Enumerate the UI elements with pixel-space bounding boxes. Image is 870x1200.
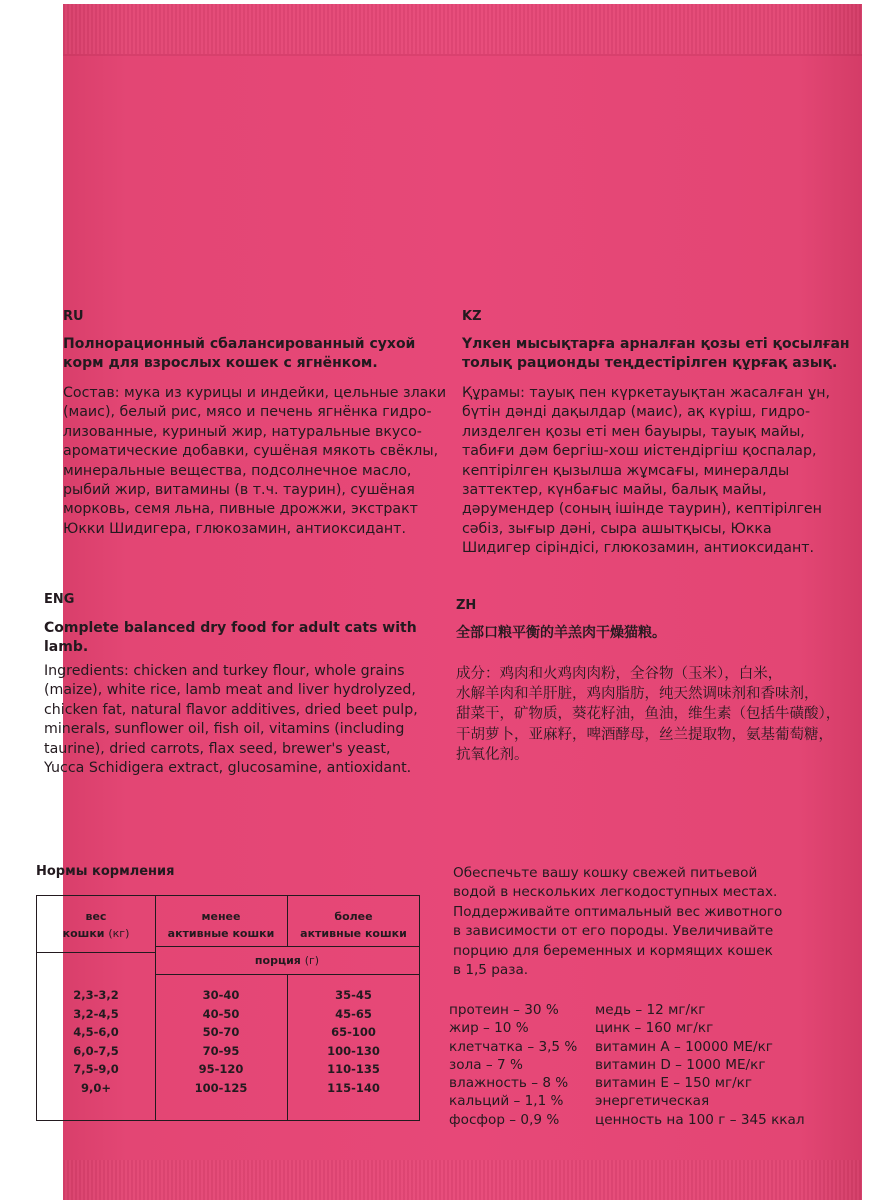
kz-ingredients	[462, 384, 830, 559]
more-active-cell: 100-130	[327, 1043, 380, 1058]
zh-ingredients	[456, 664, 840, 765]
header-weight-word: кошки	[62, 927, 105, 940]
ru-ingredients	[63, 384, 446, 539]
ru-ingredients-line: Состав: мука из курицы и индейки, цельные злаки	[63, 385, 447, 401]
kz-ingredients-line: табиғи дәм бергіш-хош иістендіргіш қоспалар,	[462, 443, 817, 460]
kz-title-line: толық рационды теңдестірілген құрғақ азық.	[462, 355, 838, 371]
weight-cell: 3,2-4,5	[73, 1006, 119, 1021]
less-active-cell: 70-95	[202, 1043, 240, 1058]
zh-lang-label: ZH	[456, 598, 477, 613]
kz-ingredients-line: бүтін дәнді дақылдар (маис), ақ күріш, гидро-	[462, 404, 811, 421]
eng-title-line: lamb.	[44, 639, 89, 655]
weight-cell: 4,5-6,0	[73, 1025, 119, 1039]
zh-ingredients-line: 水解羊肉和羊肝脏，鸡肉脂肪，纯天然调味剂和香味剂，	[456, 686, 819, 703]
weight-cell: 2,3-3,2	[73, 988, 119, 1002]
feeding-table	[36, 895, 420, 1121]
eng-lang-label: ENG	[44, 592, 75, 607]
header-less-active	[155, 908, 287, 942]
zh-ingredients-line: 甜菜干，矿物质，葵花籽油，鱼油，维生素（包括牛磺酸），	[456, 706, 841, 723]
less-active-cell: 30-40	[202, 988, 240, 1002]
water-note-line: водой в нескольких легкодоступных местах.	[453, 884, 778, 901]
water-note	[453, 864, 782, 980]
nutrient-item: жир – 10 %	[449, 1020, 529, 1037]
water-note-line: в 1,5 раза.	[453, 962, 529, 979]
more-active-cell: 65-100	[331, 1025, 376, 1039]
ru-ingredients-line: лизованные, куриный жир, натуральные вкусо-	[63, 423, 422, 440]
zh-title	[456, 624, 666, 643]
header-weight-line	[37, 925, 155, 942]
ru-ingredients-line: морковь, семя льна, пивные дрожжи, экстракт	[63, 501, 418, 518]
kz-ingredients-line: дәрумендер (соның ішінде таурин), кептірілген	[462, 501, 822, 518]
more-active-cell: 115-140	[327, 1080, 380, 1095]
header-more-line: активные кошки	[300, 927, 407, 940]
water-note-line: Обеспечьте вашу кошку свежей питьевой	[453, 865, 758, 881]
eng-title-line: Complete balanced dry food for adult cats with	[44, 620, 417, 636]
nutrient-item: энергетическая	[595, 1093, 710, 1110]
weight-cell: 9,0+	[80, 1080, 111, 1095]
eng-ingredients-line: (maize), white rice, lamb meat and liver hydrolyzed,	[44, 682, 416, 699]
table-divider	[155, 946, 419, 947]
nutrients-left	[449, 1001, 577, 1129]
kz-title	[462, 335, 850, 373]
nutrient-item: протеин – 30 %	[449, 1002, 559, 1018]
less-active-cell: 50-70	[202, 1025, 240, 1039]
table-divider	[37, 952, 155, 953]
ru-title-line: корм для взрослых кошек с ягнёнком.	[63, 355, 378, 371]
seal-line	[63, 54, 862, 56]
nutrient-item: витамин Е – 150 мг/кг	[595, 1075, 753, 1092]
header-weight-unit: (кг)	[108, 927, 130, 940]
header-portion-label: порция	[254, 954, 301, 967]
eng-ingredients	[44, 662, 418, 778]
less-active-column	[155, 986, 287, 1097]
weight-cell: 7,5-9,0	[73, 1062, 119, 1076]
ru-title	[63, 335, 415, 373]
nutrient-item: медь – 12 мг/кг	[595, 1002, 706, 1018]
eng-title	[44, 619, 417, 657]
ru-ingredients-line: Юкки Шидигера, глюкозамин, антиоксидант.	[63, 520, 406, 537]
nutrient-item: витамин D – 1000 МЕ/кг	[595, 1056, 766, 1073]
ru-ingredients-line: (маис), белый рис, мясо и печень ягнёнка гидро-	[63, 404, 432, 421]
feeding-title: Нормы кормления	[36, 864, 175, 879]
nutrient-item: зола – 7 %	[449, 1056, 523, 1073]
ru-lang-label: RU	[63, 309, 84, 324]
kz-ingredients-line: кептірілген қызылша жұмсағы, минералды	[462, 462, 790, 479]
nutrient-item: витамин А – 10000 МЕ/кг	[595, 1038, 773, 1055]
more-active-cell: 45-65	[335, 1006, 372, 1021]
kz-lang-label: KZ	[462, 309, 482, 324]
water-note-line: Поддерживайте оптимальный вес животного	[453, 903, 783, 920]
kz-title-line: Үлкен мысықтарға арналған қозы еті қосылған	[462, 336, 850, 352]
header-less-line: менее	[201, 910, 241, 923]
zh-title-line: 全部口粮平衡的羊羔肉干燥猫粮。	[456, 625, 666, 641]
eng-ingredients-line: Ingredients: chicken and turkey flour, whole grains	[44, 663, 405, 679]
header-more-line: более	[334, 910, 373, 923]
header-weight	[37, 908, 155, 942]
nutrient-item: цинк – 160 мг/кг	[595, 1020, 714, 1037]
nutrient-item: кальций – 1,1 %	[449, 1093, 564, 1110]
ru-ingredients-line: ароматические добавки, сушёная мякоть свёклы,	[63, 443, 439, 460]
kz-ingredients-line: сәбіз, зығыр дәні, сыра ашытқысы, Юкка	[462, 520, 772, 537]
less-active-cell: 100-125	[194, 1080, 248, 1095]
nutrient-item: фосфор – 0,9 %	[449, 1111, 560, 1128]
weight-cell: 6,0-7,5	[73, 1043, 119, 1058]
eng-ingredients-line: minerals, sunflower oil, fish oil, vitamins (including	[44, 721, 405, 738]
more-active-cell: 35-45	[335, 988, 372, 1002]
less-active-cell: 95-120	[198, 1062, 244, 1076]
kz-ingredients-line: Құрамы: тауық пен күркетауықтан жасалған ұн,	[462, 385, 831, 401]
zh-ingredients-line: 成分：鸡肉和火鸡肉肉粉，全谷物（玉米），白米，	[456, 666, 783, 682]
water-note-line: порцию для беременных и кормящих кошек	[453, 942, 773, 959]
nutrients-right	[595, 1001, 805, 1129]
ru-ingredients-line: минеральные вещества, подсолнечное масло,	[63, 462, 412, 479]
water-note-line: в зависимости от его породы. Увеличивайте	[453, 923, 774, 940]
more-active-column	[288, 986, 419, 1097]
bottom-seal	[63, 1160, 862, 1200]
header-portion-unit: (г)	[304, 954, 320, 967]
more-active-cell: 110-135	[327, 1062, 380, 1076]
top-seal	[63, 4, 862, 54]
nutrient-item: ценность на 100 г – 345 ккал	[595, 1111, 805, 1128]
zh-ingredients-line: 抗氧化剂。	[456, 746, 529, 763]
ru-ingredients-line: рыбий жир, витамины (в т.ч. таурин), сушёная	[63, 482, 415, 499]
kz-ingredients-line: лизделген қозы еті мен бауыры, тауық майы,	[462, 423, 805, 440]
header-less-line: активные кошки	[167, 927, 275, 940]
zh-ingredients-line: 干胡萝卜，亚麻籽，啤酒酵母，丝兰提取物，氨基葡萄糖，	[456, 726, 833, 743]
ru-title-line: Полнорационный сбалансированный сухой	[63, 336, 416, 352]
eng-ingredients-line: taurine), dried carrots, flax seed, brewer's yeast,	[44, 740, 391, 757]
weight-column	[37, 986, 155, 1097]
kz-ingredients-line: заттектер, күнбағыс майы, балық майы,	[462, 482, 767, 499]
less-active-cell: 40-50	[202, 1006, 240, 1021]
nutrient-item: клетчатка – 3,5 %	[449, 1038, 578, 1055]
header-portion	[155, 952, 419, 969]
eng-ingredients-line: chicken fat, natural flavor additives, dried beet pulp,	[44, 701, 418, 718]
header-weight-line: вес	[85, 910, 107, 923]
nutrient-item: влажность – 8 %	[449, 1075, 569, 1092]
table-divider	[155, 974, 419, 975]
kz-ingredients-line: Шидигер сіріндісі, глюкозамин, антиоксидант.	[462, 540, 815, 557]
header-more-active	[288, 908, 419, 942]
eng-ingredients-line: Yucca Schidigera extract, glucosamine, antioxidant.	[44, 760, 412, 777]
